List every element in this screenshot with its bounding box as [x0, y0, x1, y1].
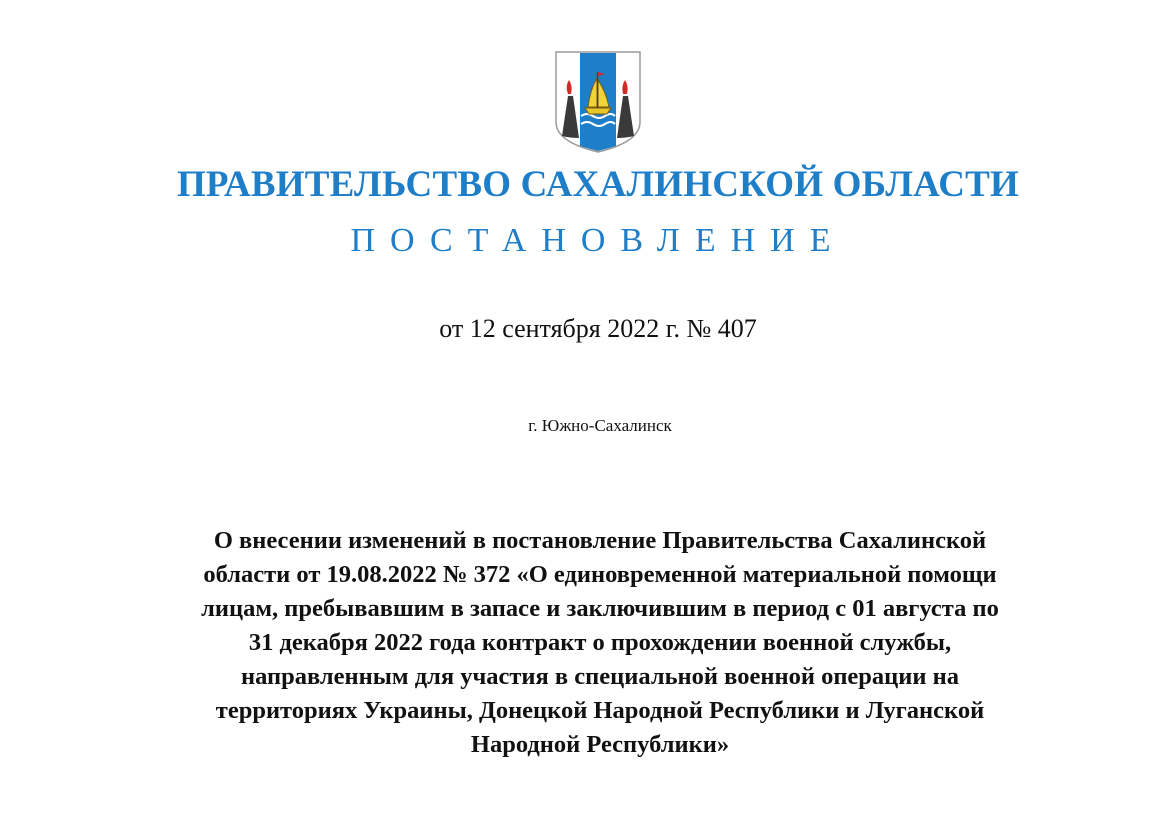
sakhalin-coat-of-arms-icon	[550, 50, 646, 154]
subject-line: О внесении изменений в постановление Правительства Сахалинской	[213, 527, 987, 554]
government-name: ПРАВИТЕЛЬСТВО САХАЛИНСКОЙ ОБЛАСТИ	[176, 164, 1020, 205]
document-type: ПОСТАНОВЛЕНИЕ	[350, 222, 846, 259]
subject-line: области от 19.08.2022 № 372 «О единовременной материальной помощи	[203, 561, 997, 588]
subject-line: направленным для участия в специальной военной операции на	[240, 663, 960, 690]
subject-line: Народной Республики»	[470, 731, 730, 758]
subject-line: территориях Украины, Донецкой Народной Республики и Луганской	[215, 697, 985, 724]
document-city: г. Южно-Сахалинск	[528, 416, 672, 435]
subject-line: 31 декабря 2022 года контракт о прохождении военной службы,	[248, 629, 952, 656]
subject-line: лицам, пребывавшим в запасе и заключившим в период с 01 августа по	[201, 595, 999, 622]
document-subject	[80, 524, 1120, 762]
document-date-number: от 12 сентября 2022 г. № 407	[439, 314, 757, 343]
